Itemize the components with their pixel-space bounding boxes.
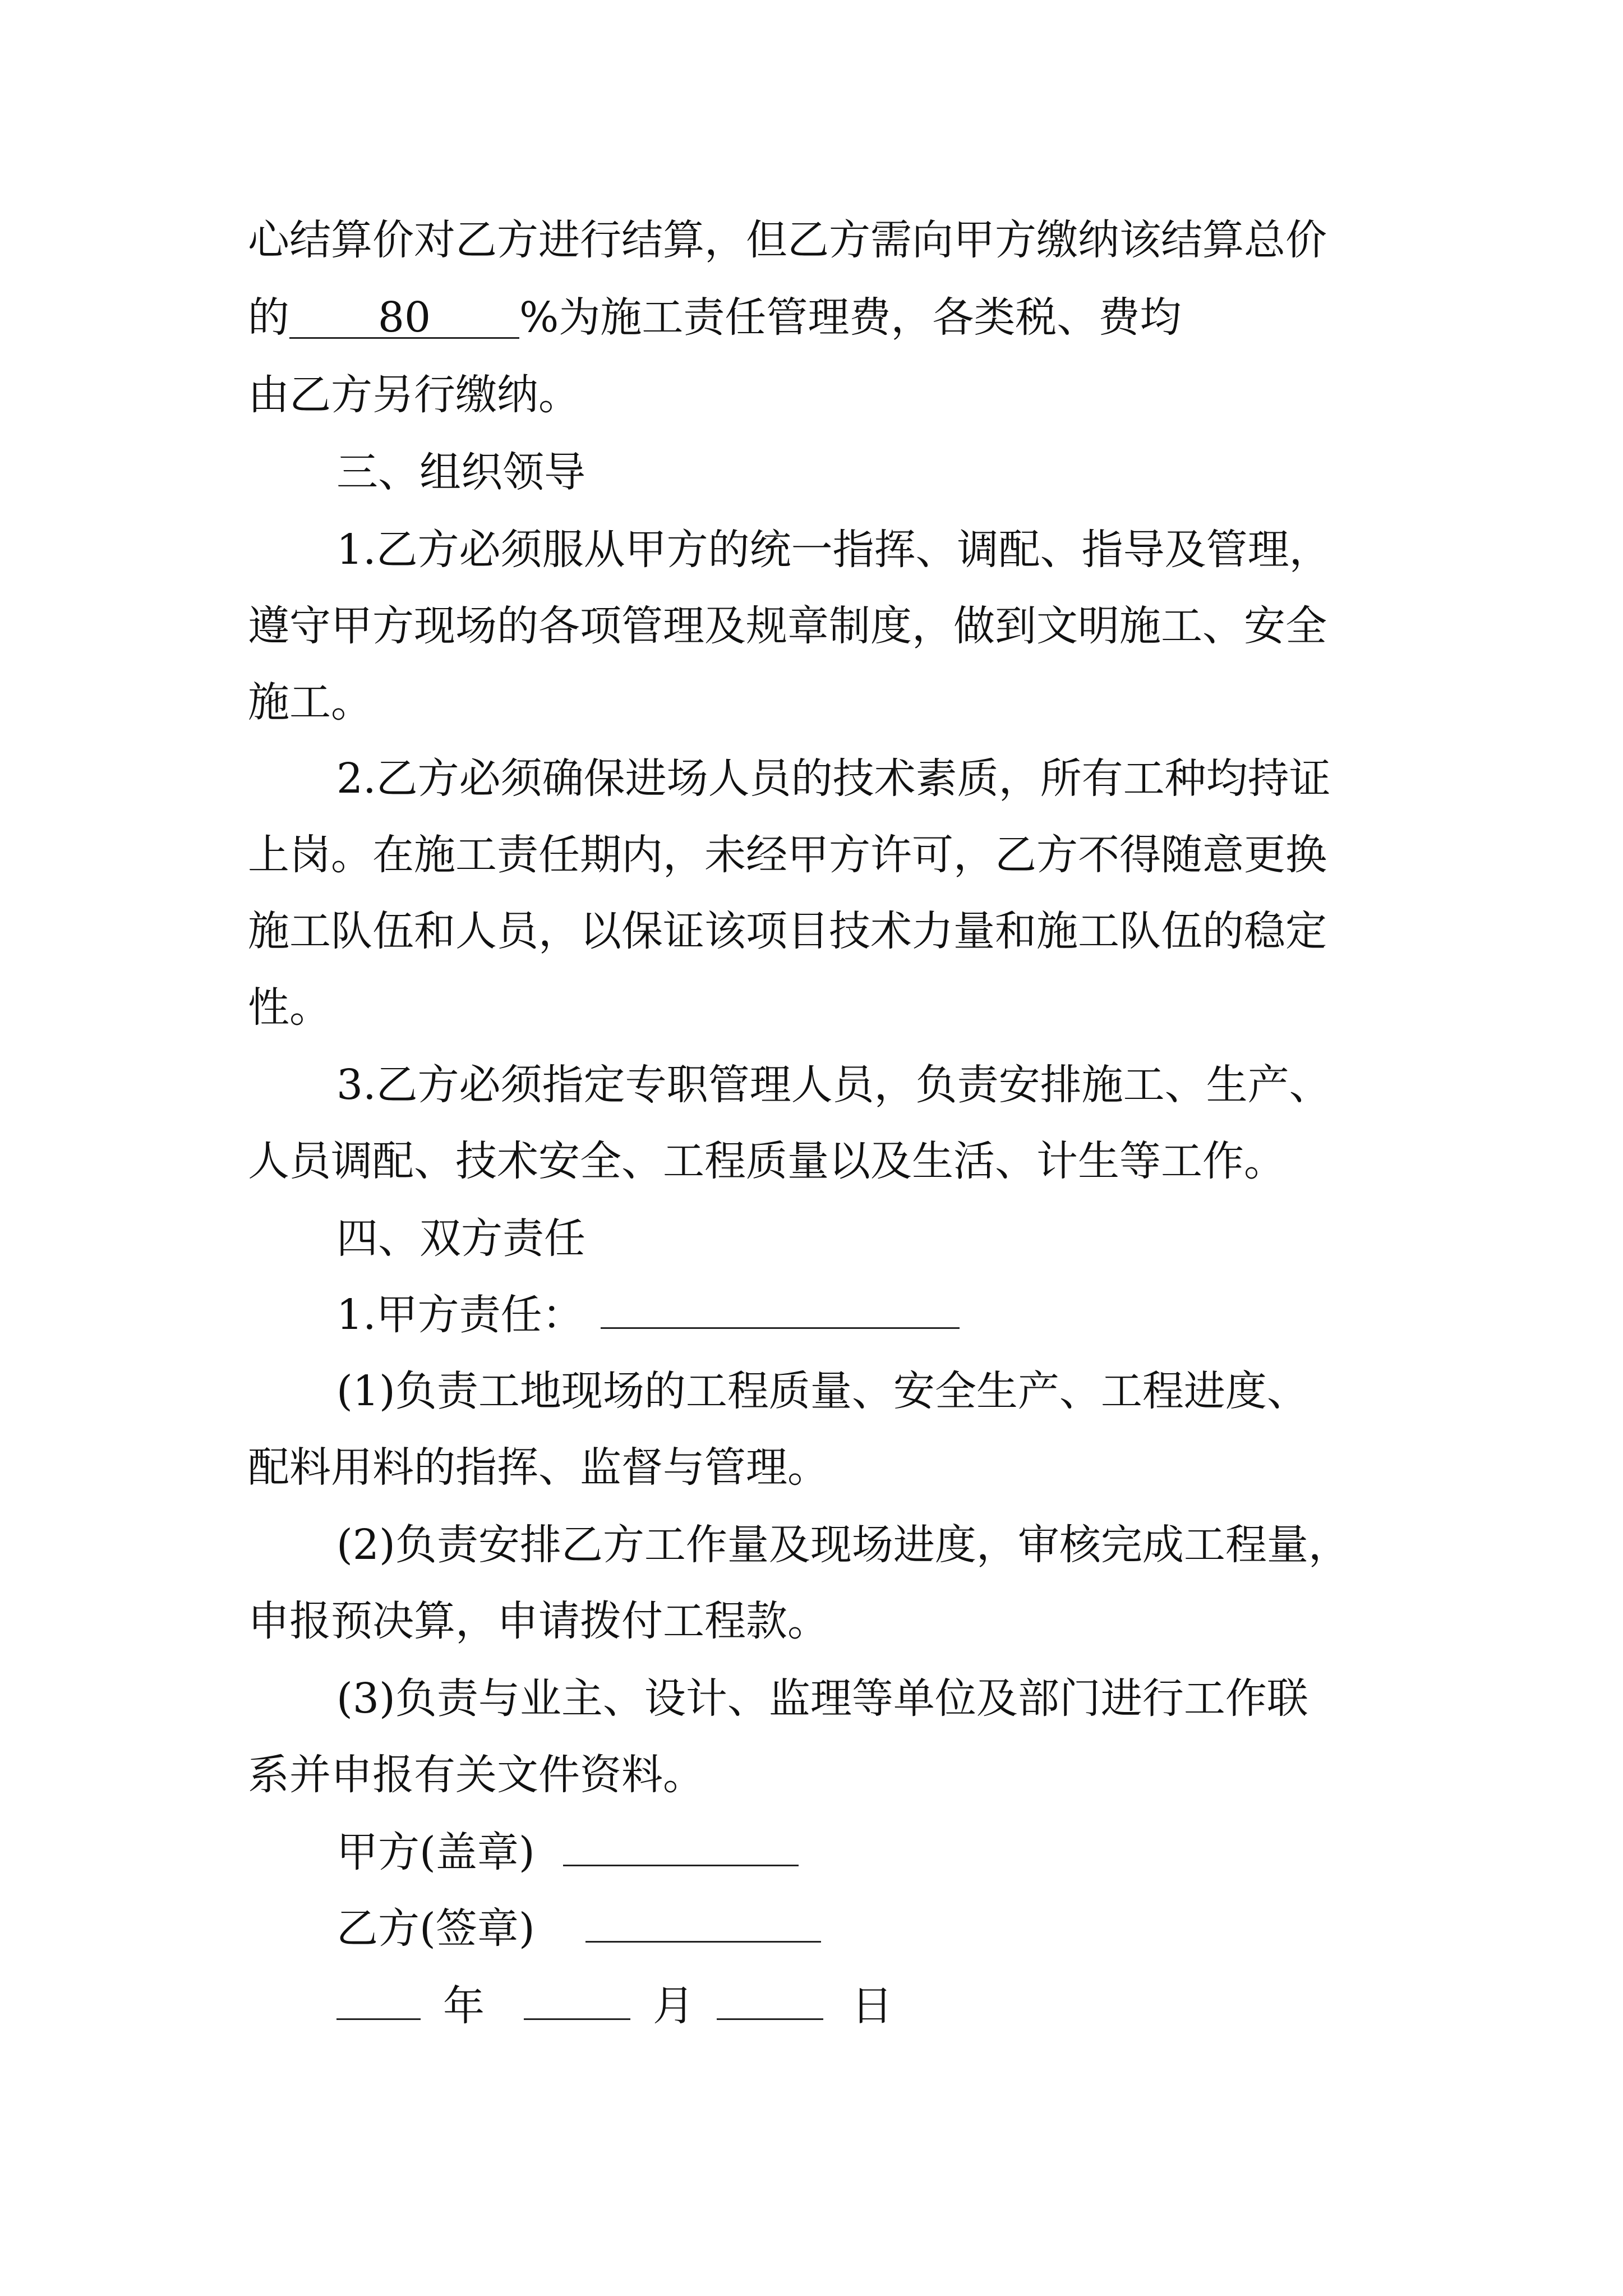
text-line: 施工。 <box>248 678 372 726</box>
party-b-signature-line <box>336 1902 821 1955</box>
party-a-duty-label: 1.甲方责任： <box>336 1291 584 1339</box>
month-label: 月 <box>653 1982 694 2030</box>
party-a-duty-blank <box>601 1288 960 1329</box>
text-line: 2.乙方必须确保进场人员的技术素质，所有工种均持证 <box>336 754 1331 803</box>
fee-line <box>248 291 1181 344</box>
text-line: 申报预决算，申请拨付工程款。 <box>248 1597 829 1645</box>
party-a-duty-line <box>336 1288 960 1342</box>
party-b-sign-label: 乙方(签章) <box>336 1904 535 1953</box>
text-line: 心结算价对乙方进行结算，但乙方需向甲方缴纳该结算总价 <box>248 216 1327 264</box>
party-b-sign-blank <box>585 1902 821 1943</box>
fee-prefix: 的 <box>248 293 289 342</box>
fee-percentage-blank: 80 <box>289 298 519 339</box>
text-line: 3.乙方必须指定专职管理人员，负责安排施工、生产、 <box>336 1061 1331 1109</box>
date-line <box>336 1979 893 2033</box>
year-label: 年 <box>443 1982 485 2030</box>
text-line: 1.乙方必须服从甲方的统一指挥、调配、指导及管理， <box>336 526 1331 574</box>
text-line: (3)负责与业主、设计、监理等单位及部门进行工作联 <box>336 1674 1308 1723</box>
text-line: 系并申报有关文件资料。 <box>248 1751 704 1799</box>
text-line: 遵守甲方现场的各项管理及规章制度，做到文明施工、安全 <box>248 602 1327 650</box>
text-line: 性。 <box>248 983 331 1032</box>
text-line: 人员调配、技术安全、工程质量以及生活、计生等工作。 <box>248 1137 1285 1185</box>
fee-suffix: %为施工责任管理费，各类税、费均 <box>519 293 1182 342</box>
party-a-seal-label: 甲方(盖章) <box>336 1828 535 1876</box>
text-line: 由乙方另行缴纳。 <box>248 371 580 419</box>
month-blank <box>524 1979 630 2020</box>
year-blank <box>336 1979 421 2020</box>
section-heading: 四、双方责任 <box>336 1214 585 1263</box>
party-a-seal-blank <box>563 1825 799 1866</box>
text-line: 施工队伍和人员，以保证该项目技术力量和施工队伍的稳定 <box>248 907 1327 955</box>
text-line: (2)负责安排乙方工作量及现场进度，审核完成工程量， <box>336 1521 1350 1569</box>
text-line: 配料用料的指挥、监督与管理。 <box>248 1443 829 1492</box>
section-heading: 三、组织领导 <box>336 448 585 496</box>
day-label: 日 <box>851 1982 893 2030</box>
text-line: 上岗。在施工责任期内，未经甲方许可，乙方不得随意更换 <box>248 831 1327 879</box>
text-line: (1)负责工地现场的工程质量、安全生产、工程进度、 <box>336 1367 1308 1415</box>
day-blank <box>717 1979 823 2020</box>
party-a-signature-line <box>336 1825 799 1879</box>
